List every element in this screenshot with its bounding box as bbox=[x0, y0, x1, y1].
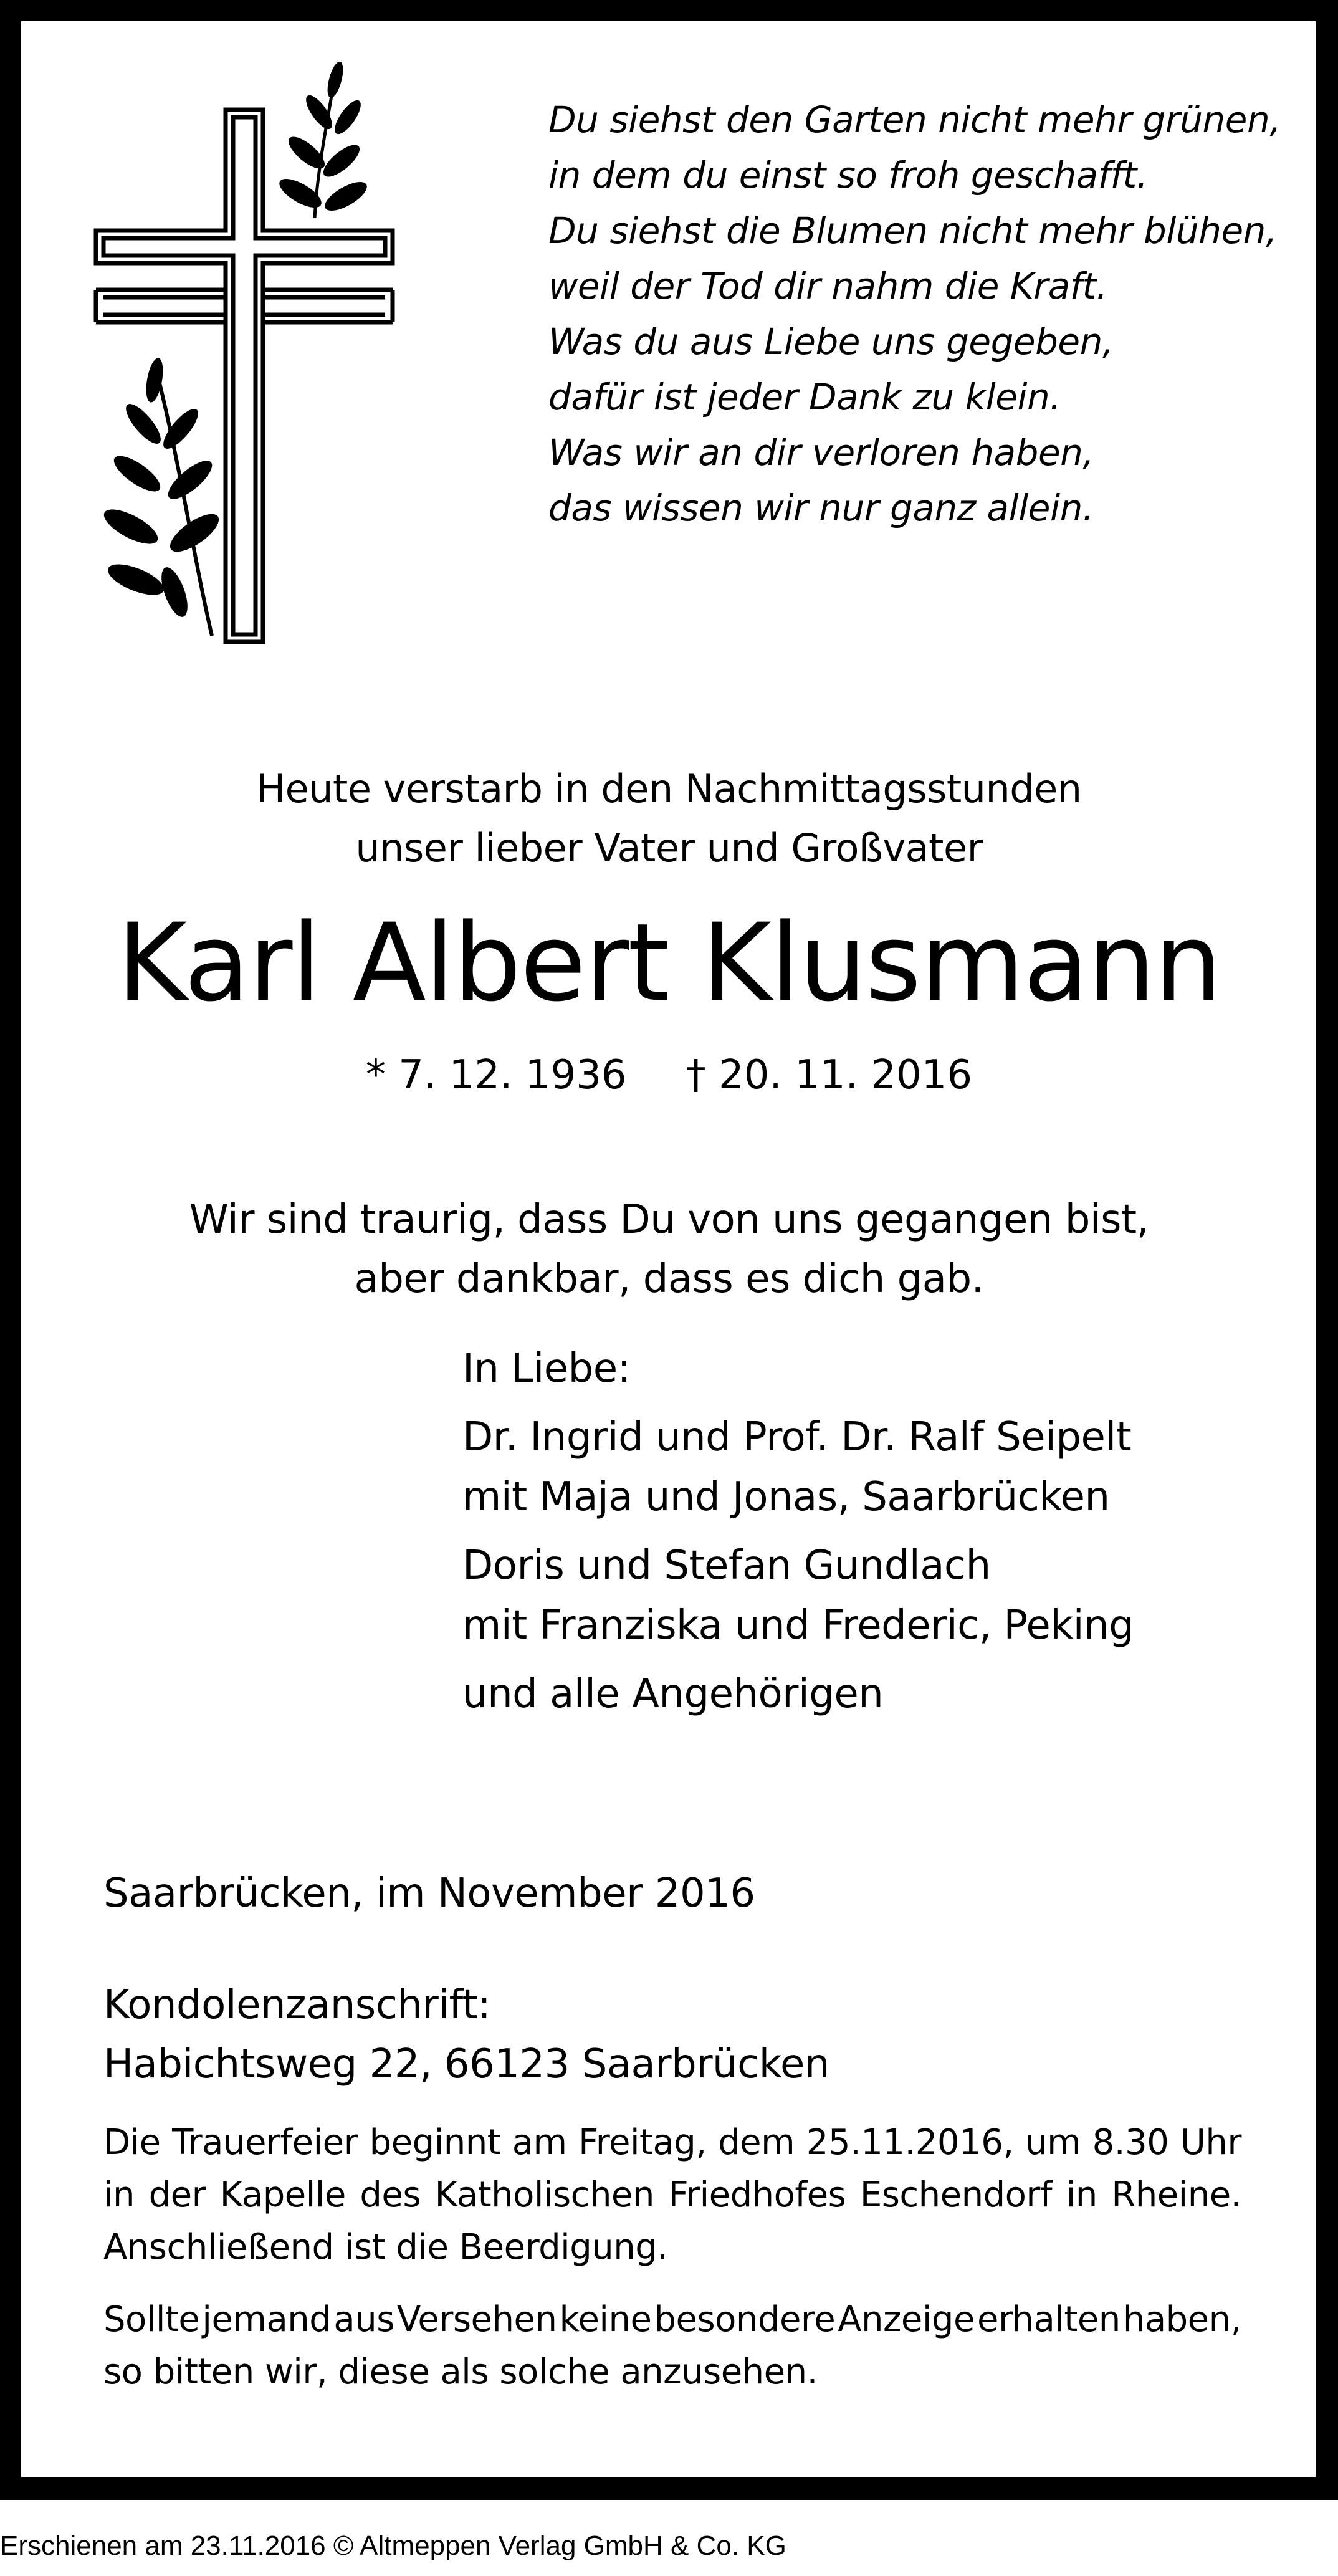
place-and-date: Saarbrücken, im November 2016 bbox=[103, 1870, 755, 1917]
cross-with-branches-icon bbox=[87, 44, 411, 648]
publication-footer: Erschienen am 23.11.2016 © Altmeppen Verlag GmbH & Co. KG bbox=[0, 2531, 786, 2561]
notice-line-2: so bitten wir, diese als solche anzusehen. bbox=[103, 2352, 818, 2392]
family-1-line-2: mit Maja und Jonas, Saarbrücken bbox=[462, 1474, 1110, 1520]
poem-line: Was du aus Liebe uns gegeben, bbox=[548, 320, 1114, 363]
life-dates bbox=[0, 1050, 1338, 1100]
farewell-line-2: aber dankbar, dass es dich gab. bbox=[354, 1256, 984, 1302]
farewell-text bbox=[0, 1190, 1338, 1309]
ceremony-line-3: Anschließend ist die Beerdigung. bbox=[103, 2227, 668, 2267]
relatives-group bbox=[462, 1664, 1273, 1724]
poem-line: dafür ist jeder Dank zu klein. bbox=[548, 376, 1061, 418]
condolence-label: Kondolenzanschrift: bbox=[103, 1982, 491, 2028]
signatories bbox=[462, 1339, 1273, 1724]
family-1-line-1: Dr. Ingrid und Prof. Dr. Ralf Seipelt bbox=[462, 1414, 1132, 1460]
notice-text bbox=[103, 2294, 1241, 2398]
poem-line: weil der Tod dir nahm die Kraft. bbox=[548, 265, 1107, 307]
intro-text bbox=[0, 759, 1338, 878]
deceased-name: Karl Albert Klusmann bbox=[117, 900, 1221, 1025]
poem-line: in dem du einst so froh geschafft. bbox=[548, 154, 1148, 196]
lower-branch-icon bbox=[99, 357, 224, 636]
notice-line-1: Sollte jemand aus Versehen keine besondere Anzeige erhalten haben, bbox=[103, 2299, 1241, 2340]
intro-line-1: Heute verstarb in den Nachmittagsstunden bbox=[256, 766, 1082, 812]
poem-line: Was wir an dir verloren haben, bbox=[548, 431, 1094, 474]
ceremony-info bbox=[103, 2117, 1241, 2274]
poem-line: Du siehst die Blumen nicht mehr blühen, bbox=[548, 209, 1277, 252]
signatories-heading: In Liebe: bbox=[462, 1346, 631, 1392]
ceremony-line-1: Die Trauerfeier beginnt am Freitag, dem 25.11.2016, um 8.30 Uhr bbox=[103, 2122, 1241, 2163]
farewell-line-1: Wir sind traurig, dass Du von uns gegangen bist, bbox=[189, 1197, 1149, 1243]
family-2-line-1: Doris und Stefan Gundlach bbox=[462, 1543, 991, 1589]
poem-line: Du siehst den Garten nicht mehr grünen, bbox=[548, 98, 1281, 141]
relatives-line: und alle Angehörigen bbox=[462, 1671, 884, 1717]
poem bbox=[548, 92, 1284, 536]
upper-branch-icon bbox=[275, 60, 371, 218]
condolence-street: Habichtsweg 22, 66123 Saarbrücken bbox=[103, 2041, 829, 2087]
death-date: † 20. 11. 2016 bbox=[686, 1052, 973, 1098]
poem-line: das wissen wir nur ganz allein. bbox=[548, 487, 1094, 529]
intro-line-2: unser lieber Vater und Großvater bbox=[355, 825, 983, 871]
condolence-address bbox=[103, 1976, 829, 2094]
family-group-1 bbox=[462, 1407, 1273, 1527]
family-2-line-2: mit Franziska und Frederic, Peking bbox=[462, 1602, 1134, 1649]
family-group-2 bbox=[462, 1536, 1273, 1655]
birth-date: * 7. 12. 1936 bbox=[365, 1052, 627, 1098]
ceremony-line-2: in der Kapelle des Katholischen Friedhofes Eschendorf in Rheine. bbox=[103, 2175, 1241, 2215]
